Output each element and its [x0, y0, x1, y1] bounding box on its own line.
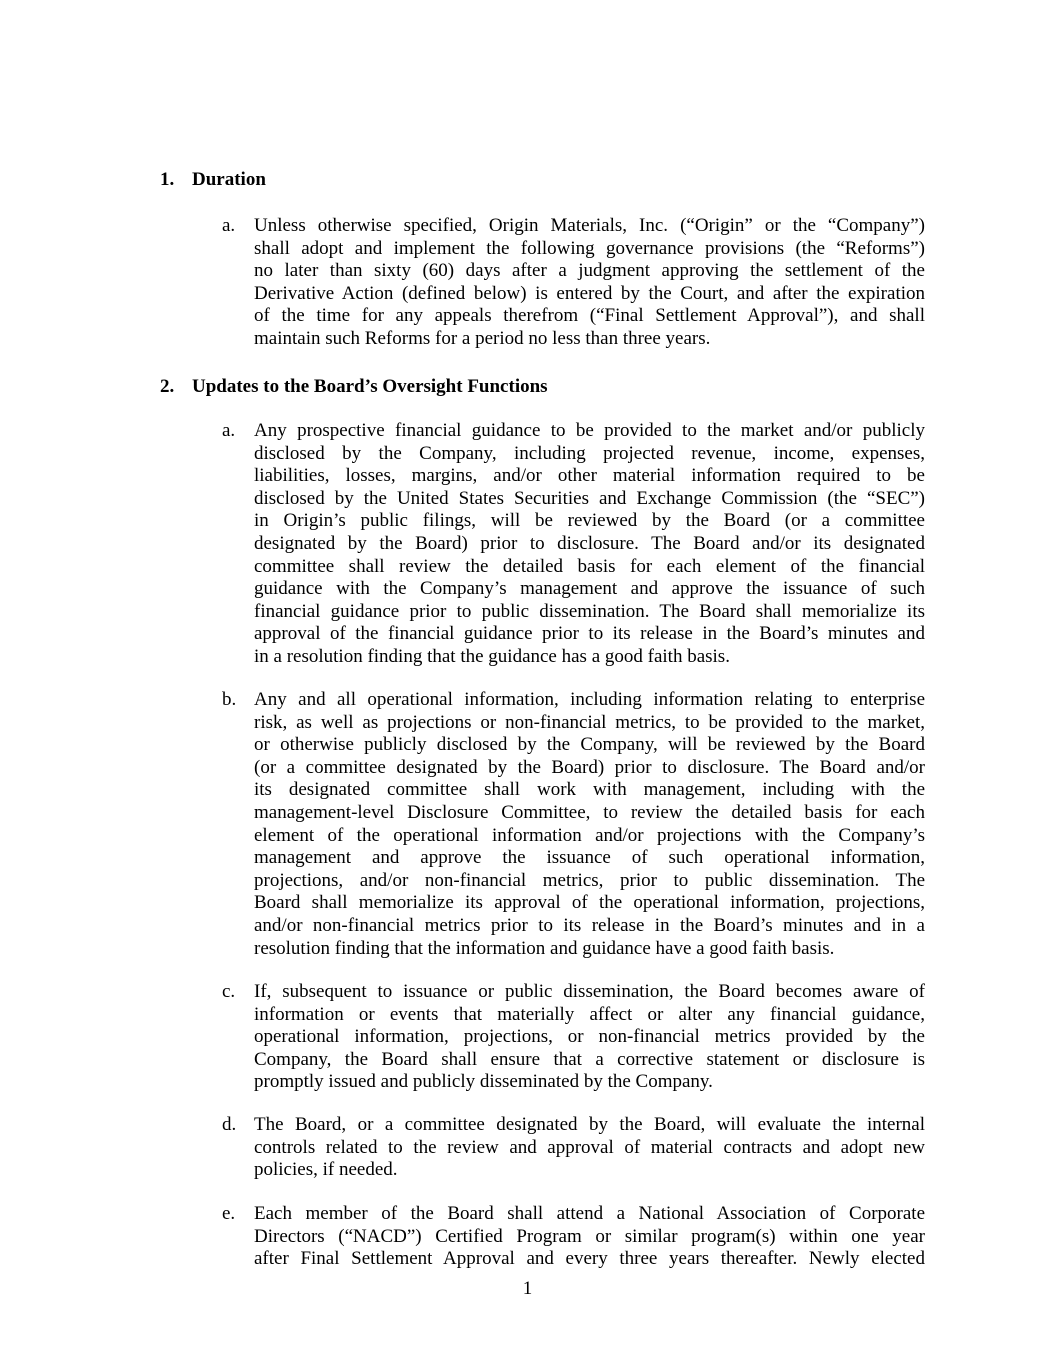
section-number: 2. [160, 376, 175, 397]
paragraph-text [254, 215, 925, 351]
text-line: resolution finding that the information and guidance have a good faith basis. [254, 937, 835, 959]
text-line: element of the operational information and/or projections with the Company’s [254, 824, 925, 846]
text-line: management-level Disclosure Committee, to review the detailed basis for each [254, 801, 925, 823]
text-line: liabilities, losses, margins, and/or other material information required to be [254, 465, 925, 487]
text-line: projections, and/or non-financial metrics, prior to public dissemination. The [254, 869, 925, 891]
text-line: controls related to the review and approval of material contracts and adopt new [254, 1136, 925, 1158]
paragraph-2a [222, 420, 925, 669]
text-line: Unless otherwise specified, Origin Materials, Inc. (“Origin” or the “Company”) [254, 215, 925, 236]
text-line: financial guidance prior to public dissemination. The Board shall memorialize its [254, 600, 925, 622]
text-line: Any and all operational information, including information relating to enterprise [254, 689, 925, 710]
section-title: Updates to the Board’s Oversight Functions [192, 376, 548, 397]
paragraph-label: a. [222, 215, 236, 236]
text-line: Any prospective financial guidance to be provided to the market and/or publicly [254, 420, 925, 441]
paragraph-text [254, 689, 925, 960]
paragraph-label: c. [222, 981, 236, 1002]
text-line: approval of the financial guidance prior to its release in the Board’s minutes and [254, 623, 925, 645]
text-line: guidance with the Company’s management and approve the issuance of such [254, 578, 925, 600]
text-line: committee shall review the detailed basis for each element of the financial [254, 555, 925, 577]
paragraph-1a [222, 215, 925, 351]
text-line: after Final Settlement Approval and every three years thereafter. Newly elected [254, 1248, 925, 1270]
text-line: Each member of the Board shall attend a National Association of Corporate [254, 1203, 925, 1224]
text-line: Board shall memorialize its approval of the operational information, projections, [254, 892, 925, 914]
text-line: risk, as well as projections or non-financial metrics, to be provided to the market, [254, 711, 925, 733]
text-line: shall adopt and implement the following governance provisions (the “Reforms”) [254, 237, 925, 259]
text-line: Derivative Action (defined below) is entered by the Court, and after the expiration [254, 282, 925, 304]
text-line: operational information, projections, or non-financial metrics provided by the [254, 1026, 925, 1048]
text-line: If, subsequent to issuance or public dissemination, the Board becomes aware of [254, 981, 925, 1002]
section-heading-duration [160, 169, 266, 192]
text-line: its designated committee shall work with management, including with the [254, 779, 925, 801]
text-line: disclosed by the United States Securities and Exchange Commission (the “SEC”) [254, 487, 925, 509]
section-heading-oversight [160, 376, 548, 399]
text-line: and/or non-financial metrics prior to its release in the Board’s minutes and in a [254, 914, 925, 936]
text-line: in Origin’s public filings, will be reviewed by the Board (or a committee [254, 510, 925, 532]
paragraph-2b [222, 689, 925, 960]
page-number: 1 [522, 1278, 533, 1299]
text-line: disclosed by the Company, including projected revenue, income, expenses, [254, 442, 925, 464]
section-title: Duration [192, 169, 266, 190]
paragraph-text [254, 981, 925, 1094]
paragraph-2c [222, 981, 925, 1094]
paragraph-text [254, 1114, 925, 1182]
section-number: 1. [160, 169, 175, 190]
text-line: Company, the Board shall ensure that a corrective statement or disclosure is [254, 1048, 925, 1070]
text-line: Directors (“NACD”) Certified Program or similar program(s) within one year [254, 1225, 925, 1247]
text-line: (or a committee designated by the Board) prior to disclosure. The Board and/or [254, 756, 925, 778]
text-line: maintain such Reforms for a period no less than three years. [254, 327, 711, 349]
text-line: or otherwise publicly disclosed by the Company, will be reviewed by the Board [254, 734, 925, 756]
text-line: promptly issued and publicly disseminated by the Company. [254, 1071, 713, 1093]
paragraph-label: b. [222, 689, 237, 710]
text-line: no later than sixty (60) days after a judgment approving the settlement of the [254, 260, 925, 282]
text-line: The Board, or a committee designated by the Board, will evaluate the internal [254, 1114, 925, 1135]
paragraph-2d [222, 1114, 925, 1182]
paragraph-label: d. [222, 1114, 237, 1135]
paragraph-text [254, 1203, 925, 1271]
paragraph-2e [222, 1203, 925, 1271]
paragraph-label: a. [222, 420, 236, 441]
text-line: in a resolution finding that the guidance has a good faith basis. [254, 645, 730, 667]
text-line: policies, if needed. [254, 1159, 398, 1181]
text-line: management and approve the issuance of such operational information, [254, 847, 925, 869]
paragraph-text [254, 420, 925, 669]
text-line: information or events that materially affect or alter any financial guidance, [254, 1003, 925, 1025]
text-line: of the time for any appeals therefrom (“Final Settlement Approval”), and shall [254, 305, 925, 327]
paragraph-label: e. [222, 1203, 236, 1224]
text-line: designated by the Board) prior to disclosure. The Board and/or its designated [254, 532, 925, 554]
